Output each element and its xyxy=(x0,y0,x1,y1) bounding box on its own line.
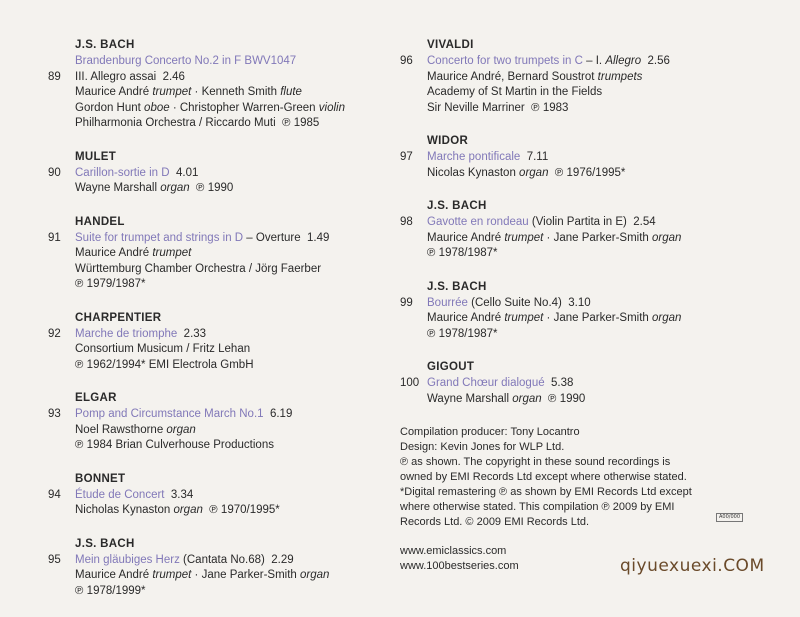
track-text: ℗ 1976/1995* xyxy=(548,166,626,179)
track-text: · Kenneth Smith xyxy=(191,86,281,98)
track-line xyxy=(75,342,378,358)
track-line xyxy=(75,85,378,101)
track-line xyxy=(75,101,378,117)
track-number: 91 xyxy=(48,231,61,244)
track-entry xyxy=(400,360,780,407)
credit-line: owned by EMI Records Ltd except where otherwise stated. xyxy=(400,471,687,483)
instrument: trumpet xyxy=(152,86,192,98)
work-title: Brandenburg Concerto No.2 in F BWV1047 xyxy=(75,55,297,67)
instrument: trumpet xyxy=(152,569,192,581)
track-entry xyxy=(48,472,378,519)
track-number: 94 xyxy=(48,488,61,501)
website-link[interactable]: www.100bestseries.com xyxy=(400,560,519,572)
track-text: ℗ 1962/1994* EMI Electrola GmbH xyxy=(75,358,254,371)
track-line xyxy=(427,246,780,262)
track-text: ℗ 1979/1987* xyxy=(75,278,146,290)
track-entry xyxy=(400,134,780,181)
track-text: (Violin Partita in E) 2.54 xyxy=(528,216,656,228)
track-entry xyxy=(48,311,378,374)
track-line xyxy=(427,54,780,70)
instrument: organ xyxy=(166,423,196,436)
track-text: ℗ 1978/1999* xyxy=(75,584,146,597)
track-text: Württemburg Chamber Orchestra / Jörg Faerber xyxy=(75,262,322,275)
track-number: 98 xyxy=(400,216,413,228)
work-title: Carillon-sortie in D xyxy=(75,166,170,179)
credit-line: Design: Kevin Jones for WLP Ltd. xyxy=(400,441,565,453)
track-text: ℗ 1978/1987* xyxy=(427,247,498,259)
track-line xyxy=(75,166,378,182)
track-text: 4.01 xyxy=(169,166,199,179)
track-text: · Jane Parker-Smith xyxy=(543,312,653,324)
track-number: 93 xyxy=(48,408,61,420)
composer-name: BONNET xyxy=(75,472,126,485)
composer-name: CHARPENTIER xyxy=(75,311,162,324)
instrument: flute xyxy=(280,86,302,98)
track-text: 6.19 xyxy=(263,408,293,420)
work-title: Pomp and Circumstance March No.1 xyxy=(75,408,264,420)
composer-name: VIVALDI xyxy=(427,39,474,51)
work-title: Grand Chœur dialogué xyxy=(427,377,545,389)
instrument: organ xyxy=(652,312,682,324)
track-entry xyxy=(48,215,378,293)
composer-name: J.S. BACH xyxy=(427,280,487,293)
composer-name: J.S. BACH xyxy=(75,39,135,51)
track-text: ℗ 1990 xyxy=(541,392,586,405)
track-number: 100 xyxy=(400,377,420,389)
track-line xyxy=(427,85,780,101)
track-text: Wayne Marshall xyxy=(427,392,513,405)
instrument: violin xyxy=(318,101,345,114)
website-link[interactable]: www.emiclassics.com xyxy=(400,545,507,557)
instrument: organ xyxy=(519,166,549,179)
track-text: 2.56 xyxy=(641,55,670,67)
track-text: Sir Neville Marriner ℗ 1983 xyxy=(427,101,569,114)
track-line xyxy=(75,358,378,374)
track-line xyxy=(75,277,378,293)
credit-line: Compilation producer: Tony Locantro xyxy=(400,426,580,438)
work-title: Bourrée xyxy=(427,296,468,309)
track-text: Wayne Marshall xyxy=(75,182,161,194)
track-line xyxy=(427,166,780,182)
composer-name: MULET xyxy=(75,150,117,163)
track-text: Noel Rawsthorne xyxy=(75,423,167,436)
track-text: Maurice André xyxy=(75,86,153,98)
credit-line: where otherwise stated. This compilation ℗ 2009 by EMI xyxy=(400,501,675,513)
track-line xyxy=(75,327,378,343)
track-line xyxy=(75,116,378,132)
work-title: Suite for trumpet and strings in D xyxy=(75,231,244,244)
right-entries xyxy=(400,38,780,407)
track-text: Maurice André xyxy=(75,247,153,259)
track-line xyxy=(75,438,378,454)
track-text: – Overture 1.49 xyxy=(243,231,330,244)
track-text: · Christopher Warren-Green xyxy=(169,101,319,114)
track-text: Maurice André, Bernard Soustrot xyxy=(427,70,598,83)
instrument: trumpet xyxy=(152,247,192,259)
left-column xyxy=(48,38,378,617)
credit-line: *Digital remastering ℗ as shown by EMI Records Ltd except xyxy=(400,486,692,498)
track-text: ℗ 1970/1995* xyxy=(202,504,280,516)
track-line xyxy=(427,101,780,117)
instrument: organ xyxy=(300,569,330,581)
track-line xyxy=(75,423,378,439)
credit-line: Records Ltd. © 2009 EMI Records Ltd. xyxy=(400,516,590,528)
track-number: 99 xyxy=(400,296,413,309)
track-text: ℗ 1978/1987* xyxy=(427,327,498,340)
track-line xyxy=(427,376,780,392)
track-text: (Cantata No.68) 2.29 xyxy=(179,553,294,566)
track-number: 92 xyxy=(48,327,61,340)
track-line xyxy=(427,70,780,86)
track-line xyxy=(75,54,378,70)
track-entry xyxy=(400,280,780,343)
track-number: 95 xyxy=(48,553,61,566)
track-line xyxy=(75,70,378,86)
track-text: 7.11 xyxy=(520,151,549,163)
instrument: trumpets xyxy=(597,70,643,83)
work-title: Gavotte en rondeau xyxy=(427,216,529,228)
track-text: Nicholas Kynaston xyxy=(75,504,174,516)
track-line xyxy=(427,215,780,231)
composer-name: HANDEL xyxy=(75,215,125,228)
track-entry xyxy=(48,537,378,600)
track-line xyxy=(75,568,378,584)
composer-name: J.S. BACH xyxy=(427,200,487,212)
instrument: organ xyxy=(512,392,542,405)
composer-name: GIGOUT xyxy=(427,361,475,373)
track-text: ℗ 1990 xyxy=(189,182,234,194)
track-text: 5.38 xyxy=(544,377,574,389)
track-entry xyxy=(400,38,780,116)
track-line xyxy=(427,392,780,408)
instrument: Allegro xyxy=(605,55,642,67)
work-title: Marche pontificale xyxy=(427,151,521,163)
track-text: Nicolas Kynaston xyxy=(427,166,520,179)
track-entry xyxy=(48,150,378,197)
track-line xyxy=(427,327,780,343)
track-number: 89 xyxy=(48,70,61,83)
track-line xyxy=(75,553,378,569)
track-text: Consortium Musicum / Fritz Lehan xyxy=(75,343,251,355)
work-title: Mein gläubiges Herz xyxy=(75,553,180,566)
instrument: organ xyxy=(173,504,203,516)
track-line xyxy=(427,150,780,166)
instrument: oboe xyxy=(144,101,170,114)
track-line xyxy=(75,584,378,600)
track-line xyxy=(75,407,378,423)
credit-line: ℗ as shown. The copyright in these sound recordings is xyxy=(400,456,671,468)
track-number: 96 xyxy=(400,55,413,67)
instrument: organ xyxy=(160,182,190,194)
track-text: Academy of St Martin in the Fields xyxy=(427,86,603,98)
track-text: – I. xyxy=(582,55,606,67)
right-column xyxy=(400,38,780,574)
composer-name: ELGAR xyxy=(75,392,117,404)
track-line xyxy=(75,488,378,504)
track-entry xyxy=(400,199,780,262)
work-title: Concerto for two trumpets in C xyxy=(427,55,583,67)
track-text: 2.33 xyxy=(177,327,207,340)
track-number: 97 xyxy=(400,151,413,163)
watermark: qiyuexuexi.COM xyxy=(620,556,765,576)
instrument: organ xyxy=(652,231,682,244)
track-line xyxy=(75,503,378,519)
track-text: Maurice André xyxy=(427,312,505,324)
track-text: · Jane Parker-Smith xyxy=(543,231,653,244)
track-text: III. Allegro assai 2.46 xyxy=(75,70,185,83)
instrument: trumpet xyxy=(504,312,544,324)
composer-name: WIDOR xyxy=(427,135,469,147)
track-text: Maurice André xyxy=(427,231,505,244)
track-line xyxy=(427,296,780,312)
track-text: Maurice André xyxy=(75,569,153,581)
track-text: 3.34 xyxy=(164,488,194,501)
track-text: Gordon Hunt xyxy=(75,101,145,114)
track-number: 90 xyxy=(48,166,61,179)
track-line xyxy=(427,231,780,247)
track-line xyxy=(427,311,780,327)
work-title: Étude de Concert xyxy=(75,488,165,501)
track-text: Philharmonia Orchestra / Riccardo Muti ℗ 1985 xyxy=(75,117,320,129)
composer-name: J.S. BACH xyxy=(75,537,135,550)
track-line xyxy=(75,246,378,262)
work-title: Marche de triomphe xyxy=(75,327,178,340)
track-line xyxy=(75,262,378,278)
track-text: · Jane Parker-Smith xyxy=(191,569,301,581)
instrument: trumpet xyxy=(504,231,544,244)
track-line xyxy=(75,181,378,197)
track-text: ℗ 1984 Brian Culverhouse Productions xyxy=(75,439,274,451)
track-entry xyxy=(48,38,378,132)
track-line xyxy=(75,231,378,247)
track-text: (Cello Suite No.4) 3.10 xyxy=(467,296,591,309)
catalog-badge: A00/000 xyxy=(716,513,743,522)
track-entry xyxy=(48,391,378,454)
